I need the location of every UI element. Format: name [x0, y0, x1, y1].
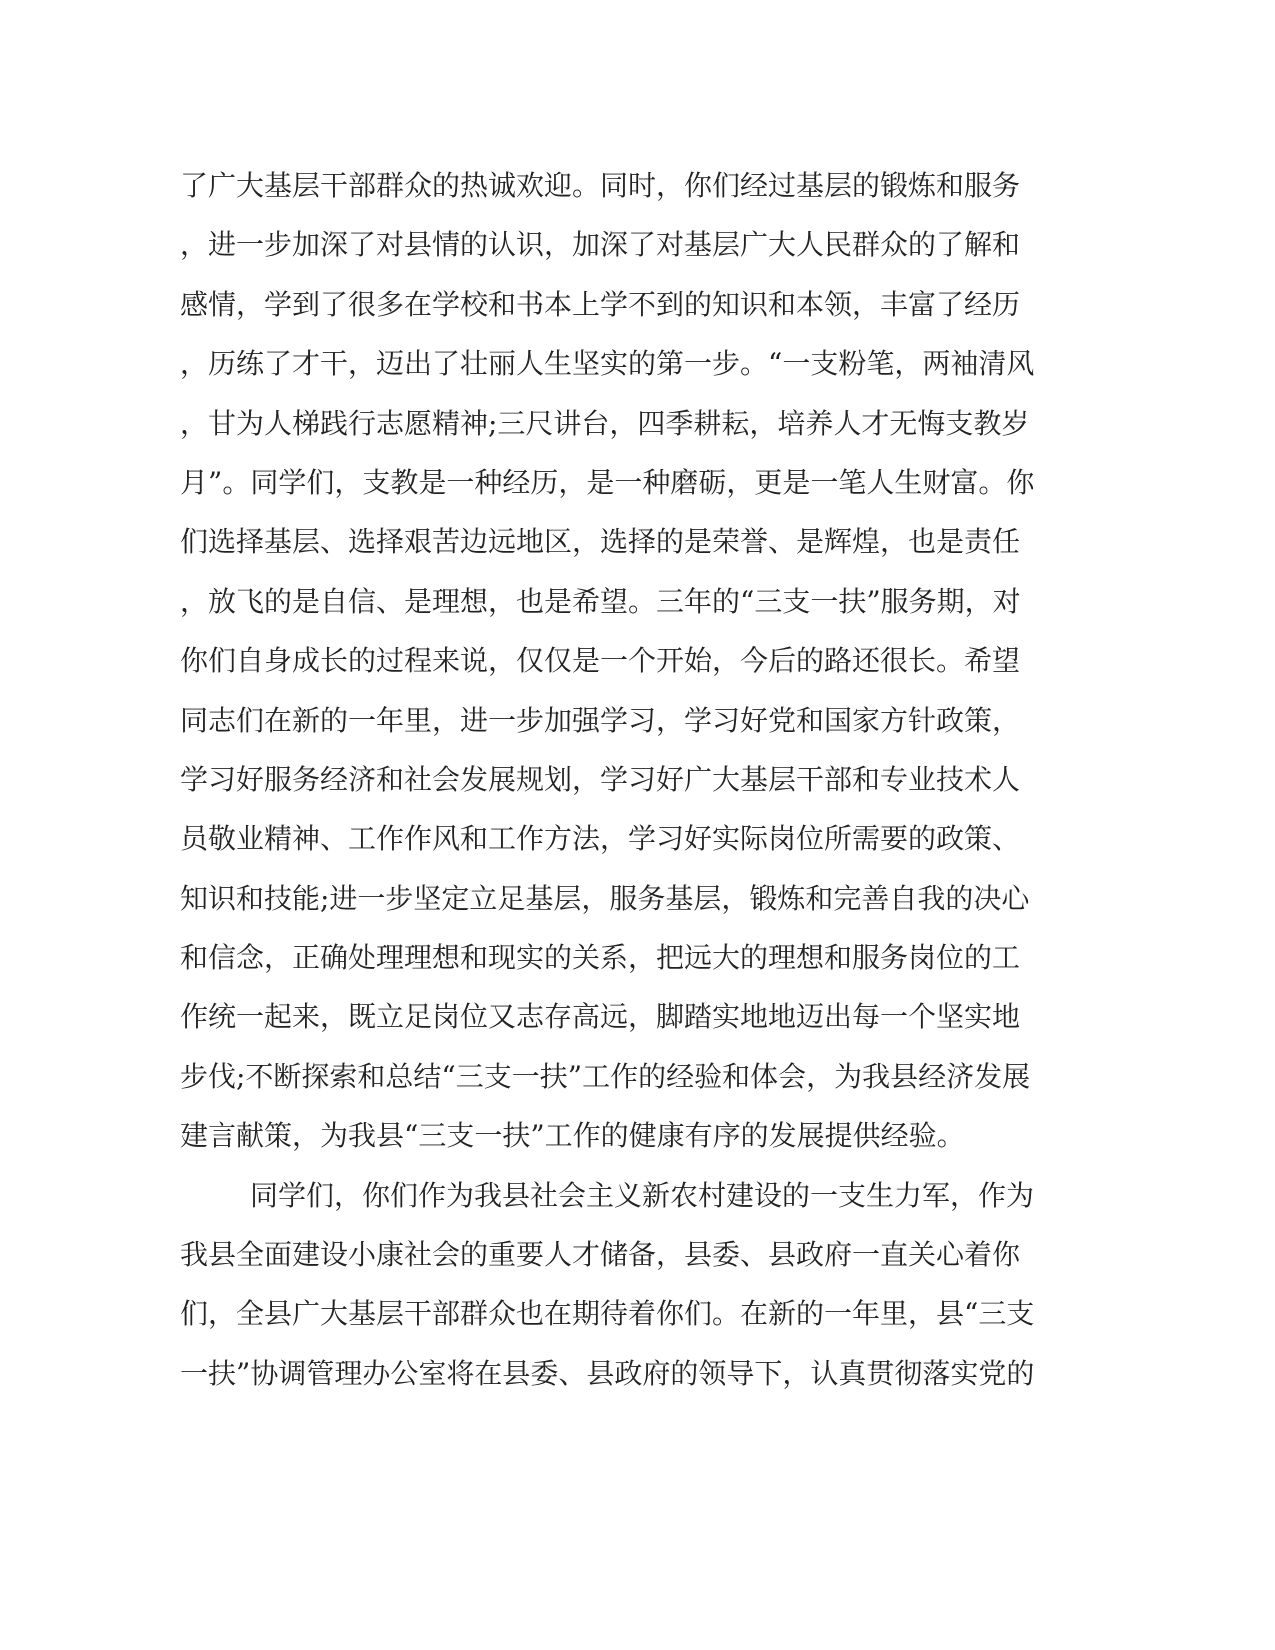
text-line: 一扶”协调管理办公室将在县委、县政府的领导下，认真贯彻落实党的: [180, 1356, 1035, 1390]
text-line: ，历练了才干，迈出了壮丽人生坚实的第一步。“一支粉笔，两袖清风: [180, 347, 1035, 381]
text-line: 了广大基层干部群众的热诚欢迎。同时，你们经过基层的锻炼和服务: [180, 169, 1021, 202]
text-line: 步伐;不断探索和总结“三支一扶”工作的经验和体会，为我县经济发展: [180, 1059, 1031, 1093]
text-line: 学习好服务经济和社会发展规划，学习好广大基层干部和专业技术人: [180, 762, 1021, 796]
text-line: ，进一步加深了对县情的认识，加深了对基层广大人民群众的了解和: [180, 228, 1021, 262]
text-line: 你们自身成长的过程来说，仅仅是一个开始，今后的路还很长。希望: [180, 644, 1021, 678]
text-line: 月”。同学们，支教是一种经历，是一种磨砺，更是一笔人生财富。你: [180, 465, 1035, 499]
text-line: 感情，学到了很多在学校和书本上学不到的知识和本领，丰富了经历: [180, 287, 1021, 321]
text-line: ，放飞的是自信、是理想，也是希望。三年的“三支一扶”服务期，对: [180, 584, 1021, 618]
text-line: ，甘为人梯践行志愿精神;三尺讲台，四季耕耘，培养人才无悔支教岁: [180, 406, 1030, 440]
text-line: 同志们在新的一年里，进一步加强学习，学习好党和国家方针政策，: [180, 703, 1021, 737]
paragraph-first-line: 同学们，你们作为我县社会主义新农村建设的一支生力军，作为: [250, 1178, 1035, 1212]
text-line: 们，全县广大基层干部群众也在期待着你们。在新的一年里，县“三支: [180, 1297, 1035, 1331]
text-line: 建言献策，为我县“三支一扶”工作的健康有序的发展提供经验。: [180, 1119, 965, 1153]
text-line: 和信念，正确处理理想和现实的关系，把远大的理想和服务岗位的工: [180, 941, 1021, 975]
text-line: 知识和技能;进一步坚定立足基层，服务基层，锻炼和完善自我的决心: [180, 881, 1030, 915]
text-line: 员敬业精神、工作作风和工作方法，学习好实际岗位所需要的政策、: [180, 822, 1021, 856]
text-line: 们选择基层、选择艰苦边远地区，选择的是荣誉、是辉煌，也是责任: [180, 525, 1021, 559]
text-line: 我县全面建设小康社会的重要人才储备，县委、县政府一直关心着你: [180, 1238, 1021, 1272]
text-line: 作统一起来，既立足岗位又志存高远，脚踏实地地迈出每一个坚实地: [180, 1000, 1021, 1034]
body-text: [180, 156, 1040, 1403]
